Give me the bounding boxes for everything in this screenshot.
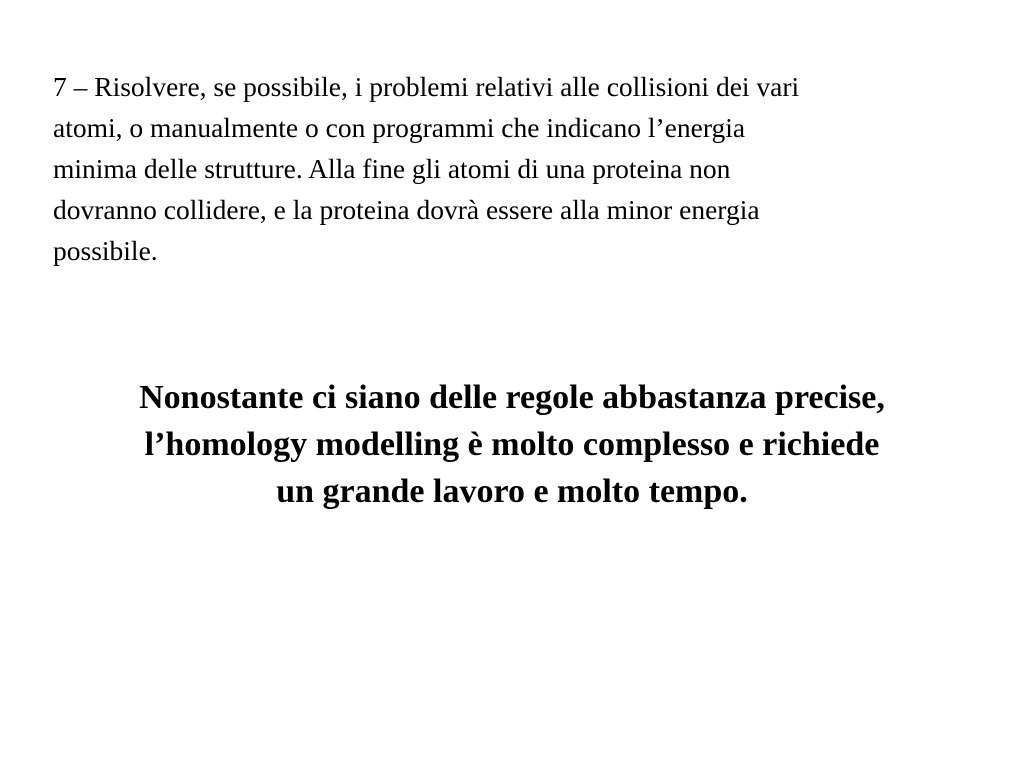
conclusion-line: Nonostante ci siano delle regole abbastanza precise, xyxy=(139,379,885,416)
step-paragraph-line: 7 – Risolvere, se possibile, i problemi relativi alle collisioni dei vari xyxy=(53,71,800,102)
conclusion-line: l’homology modelling è molto complesso e richiede xyxy=(144,426,880,463)
conclusion-line: un grande lavoro e molto tempo. xyxy=(276,473,748,510)
step-paragraph-line: dovranno collidere, e la proteina dovrà essere alla minor energia xyxy=(53,194,760,225)
step-paragraph-line: possibile. xyxy=(53,235,158,266)
step-paragraph-line: atomi, o manualmente o con programmi che indicano l’energia xyxy=(53,112,746,143)
step-7-paragraph xyxy=(53,66,993,271)
conclusion-statement xyxy=(40,374,984,515)
step-paragraph-line: minima delle strutture. Alla fine gli atomi di una proteina non xyxy=(53,153,731,184)
